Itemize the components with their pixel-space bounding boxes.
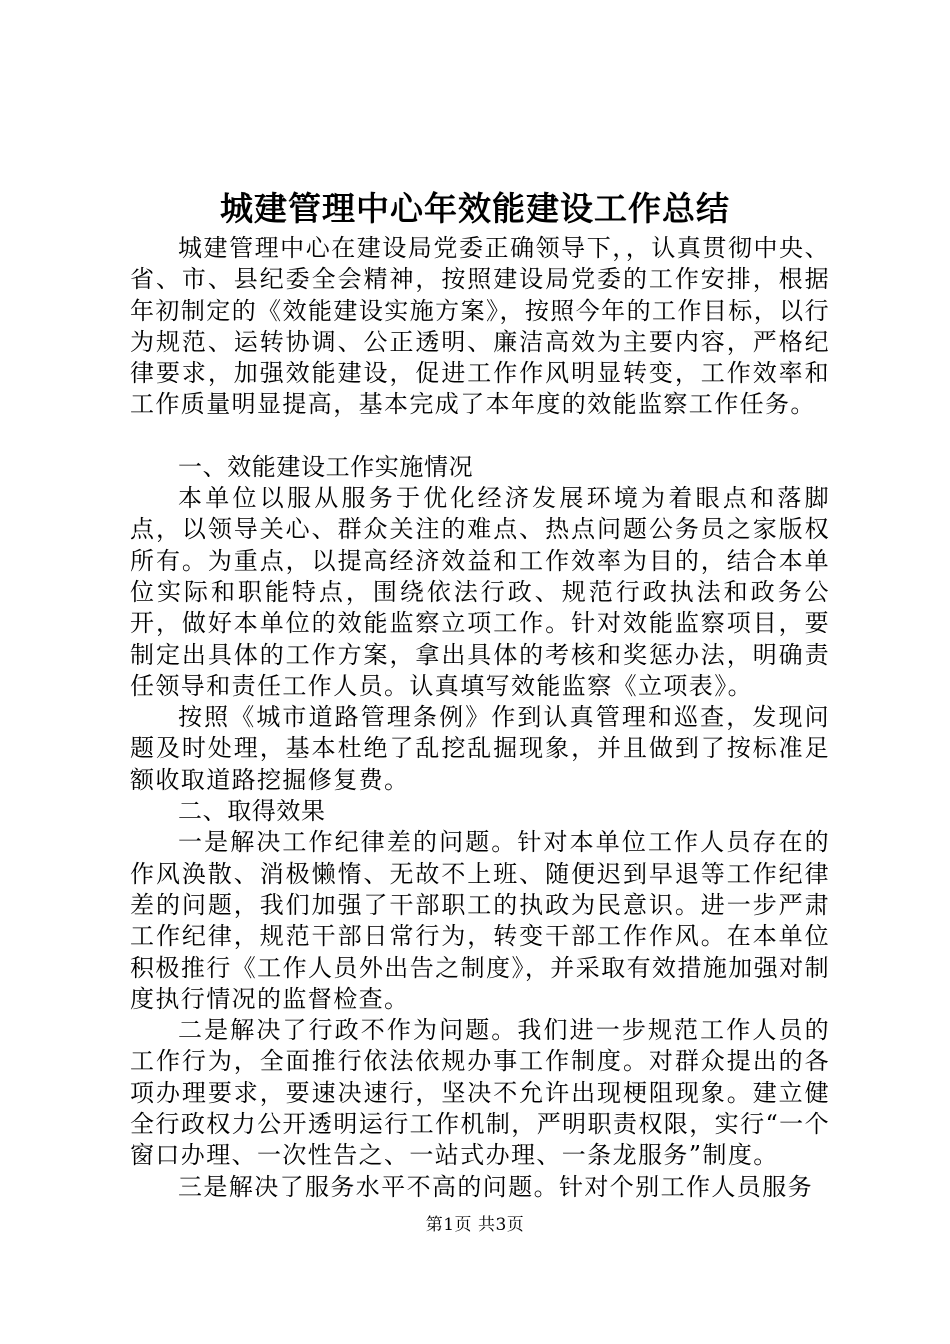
implementation-paragraph: 本单位以服从服务于优化经济发展环境为着眼点和落脚点，以领导关心、群众关注的难点、热点问题公务员之家版权所有。为重点，以提高经济效益和工作效率为目的，结合本单位实际和职能特点，围绕依法行政、规范行政执法和政务公开，做好本单位的效能监察立项工作。针对效能监察项目，要制定出具体的工作方案，拿出具体的考核和奖惩办法，明确责任领导和责任工作人员。认真填写效能监察《立项表》。 [130,484,830,700]
document-title: 城建管理中心年效能建设工作总结 [220,189,730,228]
section-heading-results: 二、取得效果 [178,797,326,826]
document-body [130,233,830,1203]
intro-paragraph: 城建管理中心在建设局党委正确领导下，，认真贯彻中央、省、市、县纪委全会精神，按照建设局党委的工作安排，根据年初制定的《效能建设实施方案》，按照今年的工作目标，以行为规范、运转协调、公正透明、廉洁高效为主要内容，严格纪律要求，加强效能建设，促进工作作风明显转变，工作效率和工作质量明显提高，基本完成了本年度的效能监察工作任务。 [130,234,830,419]
result-discipline-paragraph: 一是解决工作纪律差的问题。针对本单位工作人员存在的作风涣散、消极懒惰、无故不上班、随便迟到早退等工作纪律差的问题，我们加强了干部职工的执政为民意识。进一步严肃工作纪律，规范干部日常行为，转变干部工作作风。在本单位积极推行《工作人员外出告之制度》，并采取有效措施加强对制度执行情况的监督检查。 [130,828,830,1013]
page-number-footer: 第1页 共3页 [425,1215,525,1235]
paragraph-spacer [130,421,830,452]
result-inaction-paragraph: 二是解决了行政不作为问题。我们进一步规范工作人员的工作行为，全面推行依法依规办事工作制度。对群众提出的各项办理要求，要速决速行，坚决不允许出现梗阻现象。建立健全行政权力公开透明运行工作机制，严明职责权限，实行“一个窗口办理、一次性告之、一站式办理、一条龙服务”制度。 [130,1016,830,1170]
section-heading-implementation: 一、效能建设工作实施情况 [178,452,474,481]
result-service-paragraph: 三是解决了服务水平不高的问题。针对个别工作人员服务 [178,1172,813,1201]
road-management-paragraph: 按照《城市道路管理条例》作到认真管理和巡查，发现问题及时处理，基本杜绝了乱挖乱掘现象，并且做到了按标准足额收取道路挖掘修复费。 [130,703,830,794]
